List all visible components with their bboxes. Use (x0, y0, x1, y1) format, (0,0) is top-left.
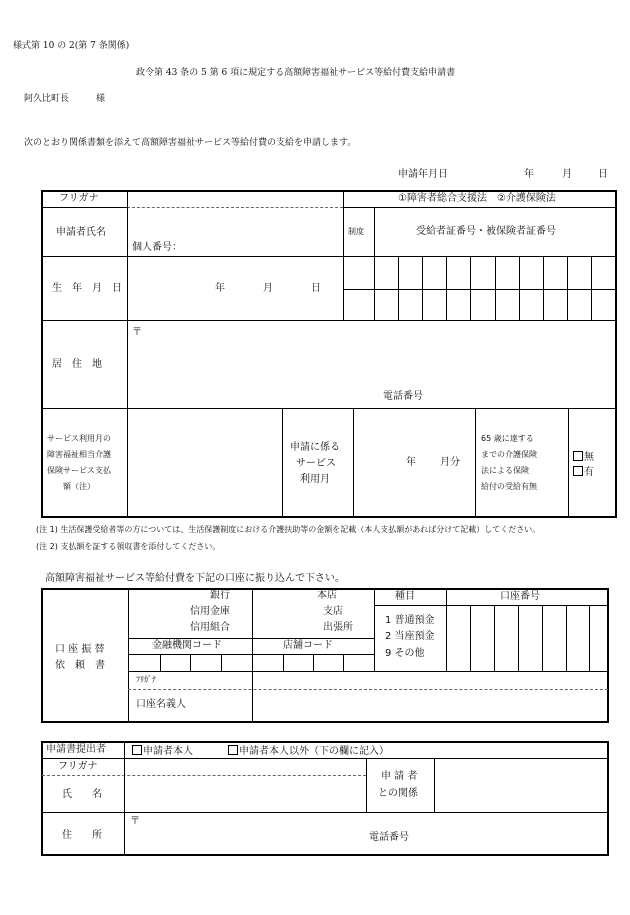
submitter-label: 申請書提出者 (46, 744, 106, 755)
postal-mark: 〒 (132, 327, 142, 338)
submitter-name-label: 氏 名 (62, 789, 102, 800)
submitter-furigana-label: フリガナ (58, 761, 98, 772)
addressee: 阿久比町長 (24, 94, 70, 104)
submitter-other-option[interactable] (228, 745, 389, 757)
institution-code-label: 金融機関コード (152, 640, 222, 651)
type-option-1[interactable]: 1 普通預金 (385, 615, 435, 626)
phone-label: 電話番号 (383, 391, 423, 402)
type-label: 種目 (395, 591, 415, 602)
service-amount-label-2: 障害福祉相当介護 (47, 450, 111, 459)
service-amount-label-3: 保険サービス支払 (47, 466, 111, 475)
checkbox-none[interactable] (573, 451, 594, 463)
relation-label-1: 申 請 者 (381, 771, 418, 782)
submitter-postal-mark: 〒 (130, 816, 140, 827)
shiten-label: 支店 (323, 606, 343, 617)
service-month-label-1: 申請に係る (290, 442, 340, 453)
care-insurance-label-2: までの介護保険 (481, 450, 537, 459)
checkbox-none-box[interactable] (573, 451, 583, 461)
service-amount-label-4: 額（注） (63, 482, 95, 491)
care-insurance-label-4: 給付の受給有無 (481, 482, 537, 491)
intro-text: 次のとおり関係書類を添えて高額障害福祉サービス等給付費の支給を申請します。 (24, 138, 357, 148)
form-number: 様式第 10 の 2(第 7 条関係) (13, 41, 130, 51)
date-label: 申請年月日 (398, 169, 448, 180)
date-month: 月 (562, 169, 572, 180)
submitter-other-checkbox[interactable] (228, 745, 238, 755)
law-options: ①障害者総合支援法 ②介護保険法 (398, 193, 556, 204)
service-month-part: 月分 (440, 457, 460, 468)
my-number-label: 個人番号： (132, 242, 182, 253)
service-month-label-3: 利用月 (300, 474, 330, 485)
honorific: 様 (96, 94, 106, 104)
cert-number-label: 受給者証番号・被保険者証番号 (416, 226, 556, 237)
submitter-self-checkbox[interactable] (132, 745, 142, 755)
date-year: 年 (524, 169, 534, 180)
transfer-label: 口 座 振 替 (55, 644, 105, 655)
type-option-3[interactable]: 9 その他 (385, 648, 425, 659)
request-label: 依 頼 書 (55, 660, 105, 671)
birth-month: 月 (263, 283, 273, 294)
account-holder-label: 口座名義人 (136, 699, 186, 710)
account-number-label: 口座番号 (500, 591, 540, 602)
date-day: 日 (598, 169, 608, 180)
checkbox-yes[interactable] (573, 466, 594, 478)
branch-code-label: 店舗コード (283, 640, 333, 651)
care-insurance-label-1: 65 歳に達する (481, 434, 534, 443)
submitter-phone-label: 電話番号 (369, 832, 409, 843)
kumiai-label: 信用組合 (190, 622, 230, 633)
shutchojo-label: 出張所 (323, 622, 353, 633)
service-month-label-2: サービス (296, 458, 336, 469)
care-insurance-label-3: 法による保険 (481, 466, 529, 475)
holder-furigana-label: ﾌﾘｶﾞﾅ (136, 675, 156, 684)
form-title: 政令第 43 条の 5 第 6 項に規定する高額障害福祉サービス等給付費支給申請書 (136, 68, 456, 78)
submitter-other-label: 申請者本人以外（下の欄に記入） (239, 746, 389, 757)
submitter-self-option[interactable] (132, 745, 193, 757)
address-label: 居 住 地 (52, 359, 102, 370)
checkbox-yes-label: 有 (584, 467, 594, 478)
service-amount-label-1: サービス利用月の (47, 434, 111, 443)
bank-heading: 高額障害福祉サービス等給付費を下記の口座に振り込んで下さい。 (45, 573, 345, 584)
submitter-address-label: 住 所 (62, 830, 102, 841)
shinkin-label: 信用金庫 (190, 606, 230, 617)
submitter-self-label: 申請者本人 (143, 746, 193, 757)
bank-label: 銀行 (210, 590, 230, 601)
system-label: 制度 (348, 227, 364, 236)
service-month-year: 年 (406, 457, 416, 468)
relation-label-2: との関係 (378, 788, 418, 799)
type-option-2[interactable]: 2 当座預金 (385, 631, 435, 642)
checkbox-none-label: 無 (584, 452, 594, 463)
honten-label: 本店 (317, 590, 337, 601)
birth-day: 日 (311, 283, 321, 294)
applicant-name-label: 申請者氏名 (56, 227, 106, 238)
note-1: (注 1) 生活保護受給者等の方については、生活保護制度における介護扶助等の金額を記載（本人支払額があれば分けて記載）してください。 (36, 525, 541, 534)
note-2: (注 2) 支払額を証する領収書を添付してください。 (36, 542, 221, 551)
furigana-label: フリガナ (59, 193, 99, 204)
birth-label: 生 年 月 日 (52, 283, 122, 294)
checkbox-yes-box[interactable] (573, 466, 583, 476)
birth-year: 年 (215, 283, 225, 294)
